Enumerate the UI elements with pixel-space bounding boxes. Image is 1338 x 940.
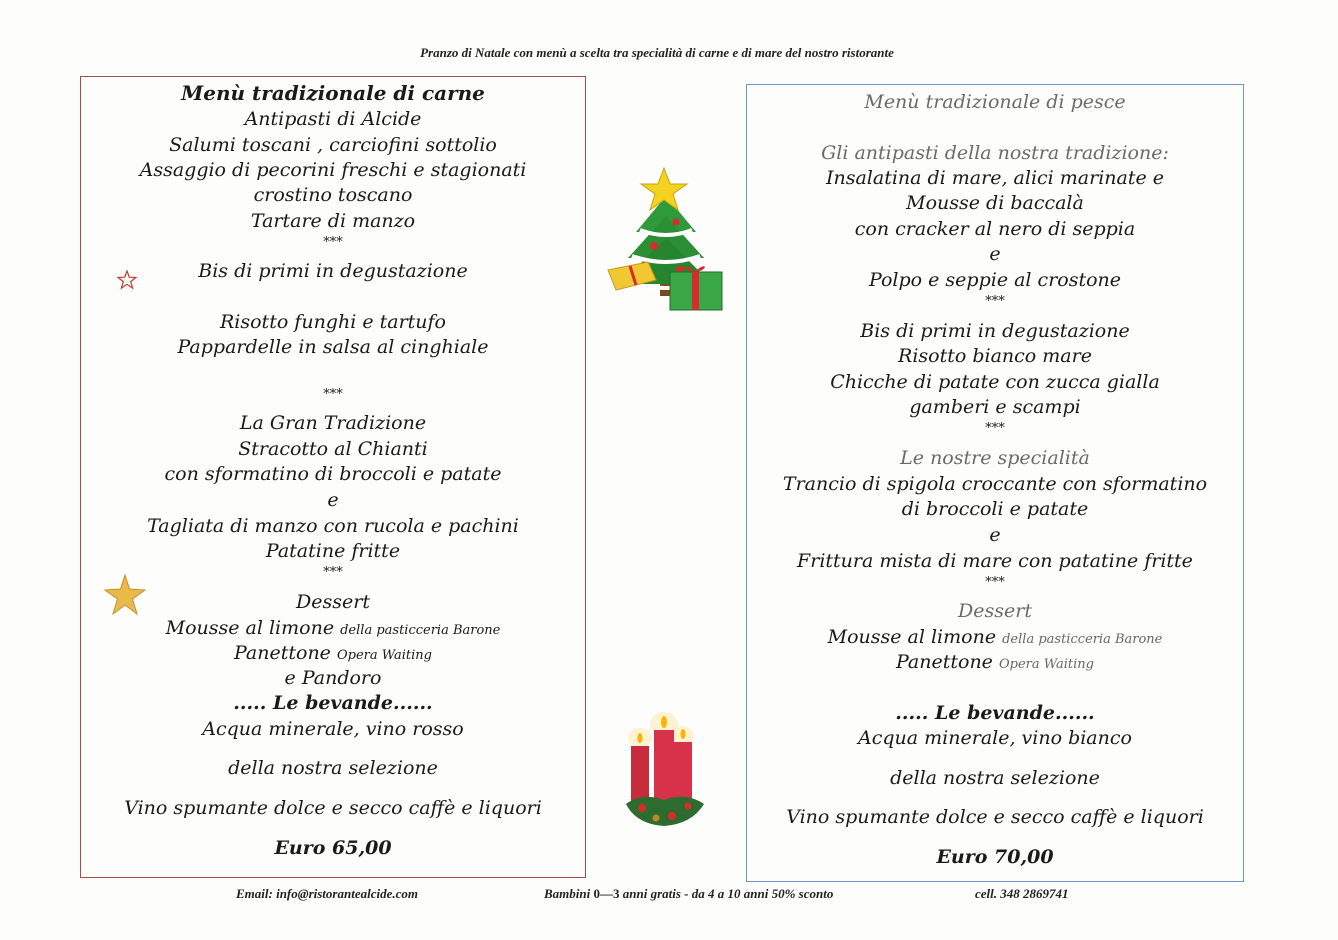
fish-secondi-item: e — [989, 524, 1001, 546]
meat-secondi-title: La Gran Tradizione — [239, 412, 427, 434]
meat-antipasti-item: crostino toscano — [253, 184, 413, 206]
fish-primi-title: Bis di primi in degustazione — [860, 320, 1130, 342]
bevande-label: Le bevande — [273, 692, 393, 714]
advent-candles-icon — [622, 708, 708, 832]
dessert-note: Opera Waiting — [336, 648, 432, 663]
fish-dessert-title: Dessert — [958, 600, 1032, 622]
separator: *** — [985, 421, 1005, 436]
fish-bevande-item: Vino spumante dolce e secco caffè e liquori — [786, 806, 1204, 828]
fish-primi-item: Risotto bianco mare — [898, 345, 1092, 367]
footer-email: Email: info@ristorantealcide.com — [236, 886, 418, 901]
star-outline-icon — [117, 270, 137, 290]
meat-bevande-item: Acqua minerale, vino rosso — [202, 718, 464, 740]
meat-bevande-item: Vino spumante dolce e secco caffè e liquori — [124, 797, 542, 819]
fish-bevande-title — [747, 701, 1243, 725]
bevande-dots: ..... — [895, 702, 929, 724]
separator: *** — [323, 387, 343, 402]
fish-secondi-item: Frittura mista di mare con patatine fritte — [797, 550, 1193, 572]
bevande-label: Le bevande — [935, 702, 1055, 724]
fish-primi-item: Chicche di patate con zucca gialla — [830, 371, 1160, 393]
meat-menu-panel — [80, 76, 586, 878]
fish-antipasti-item: Mousse di baccalà — [906, 192, 1084, 214]
fish-antipasti-item: e — [989, 243, 1001, 265]
bevande-dots: ...... — [392, 692, 433, 714]
fish-antipasti-item: Polpo e seppie al crostone — [868, 269, 1122, 291]
meat-antipasti-title: Antipasti di Alcide — [244, 108, 422, 130]
meat-secondi-item: Stracotto al Chianti — [238, 438, 428, 460]
meat-secondi-item: Patatine fritte — [265, 540, 401, 562]
fish-secondi-item: di broccoli e patate — [901, 498, 1089, 520]
meat-antipasti-item: Tartare di manzo — [250, 210, 416, 232]
dessert-note: della pasticceria Barone — [1002, 632, 1163, 647]
dessert-name: Mousse al limone — [165, 617, 335, 639]
gold-star-icon — [102, 573, 148, 617]
separator: *** — [985, 575, 1005, 590]
meat-secondi-item: e — [327, 489, 339, 511]
meat-secondi-item: con sformatino di broccoli e patate — [164, 463, 502, 485]
fish-menu-title: Menù tradizionale di pesce — [864, 91, 1126, 113]
fish-menu-panel — [746, 84, 1244, 882]
separator: *** — [985, 294, 1005, 309]
fish-antipasti-item: Insalatina di mare, alici marinate e — [825, 167, 1165, 189]
meat-bevande-item: della nostra selezione — [228, 757, 438, 779]
fish-dessert-item — [747, 625, 1243, 652]
bevande-dots: ..... — [233, 692, 267, 714]
fish-antipasti-item: con cracker al nero di seppia — [854, 218, 1136, 240]
meat-secondi-item: Tagliata di manzo con rucola e pachini — [147, 515, 519, 537]
meat-dessert-item — [81, 641, 585, 668]
dessert-note: Opera Waiting — [998, 657, 1094, 672]
meat-primi-title: Bis di primi in degustazione — [198, 260, 468, 282]
dessert-name: Panettone — [234, 642, 331, 664]
footer-cell: cell. 348 2869741 — [975, 886, 1069, 901]
fish-price: Euro 70,00 — [936, 846, 1054, 868]
meat-dessert-item: e Pandoro — [284, 667, 382, 689]
dessert-note: della pasticceria Barone — [340, 623, 501, 638]
christmas-tree-icon — [604, 166, 726, 312]
footer-kids-discount — [544, 886, 833, 902]
meat-primi-item: Risotto funghi e tartufo — [219, 311, 446, 333]
separator: *** — [323, 235, 343, 250]
meat-price: Euro 65,00 — [274, 837, 392, 859]
fish-primi-item: gamberi e scampi — [909, 396, 1081, 418]
meat-antipasti-item: Assaggio di pecorini freschi e stagionati — [139, 159, 527, 181]
fish-bevande-item: della nostra selezione — [890, 767, 1100, 789]
meat-dessert-item — [81, 616, 585, 643]
fish-secondi-item: Trancio di spigola croccante con sformatino — [782, 473, 1208, 495]
fish-bevande-item: Acqua minerale, vino bianco — [858, 727, 1132, 749]
meat-bevande-title — [81, 691, 585, 715]
meat-primi-item: Pappardelle in salsa al cinghiale — [177, 336, 489, 358]
meat-antipasti-item: Salumi toscani , carciofini sottolio — [169, 134, 497, 156]
meat-dessert-title: Dessert — [296, 591, 370, 613]
meat-menu-title: Menù tradizionale di carne — [181, 81, 485, 105]
kids-rest: anni gratis - da 4 a 10 anni 50% sconto — [619, 886, 834, 901]
dessert-name: Panettone — [896, 651, 993, 673]
kids-range: 0—3 — [593, 886, 620, 901]
dessert-name: Mousse al limone — [827, 626, 997, 648]
separator: *** — [323, 565, 343, 580]
page-header: Pranzo di Natale con menù a scelta tra specialità di carne e di mare del nostro ristorante — [420, 45, 894, 60]
kids-prefix: Bambini — [544, 886, 594, 901]
bevande-dots: ...... — [1054, 702, 1095, 724]
fish-antipasti-title: Gli antipasti della nostra tradizione: — [821, 142, 1169, 164]
fish-secondi-title: Le nostre specialità — [900, 447, 1090, 469]
fish-dessert-item — [747, 650, 1243, 677]
